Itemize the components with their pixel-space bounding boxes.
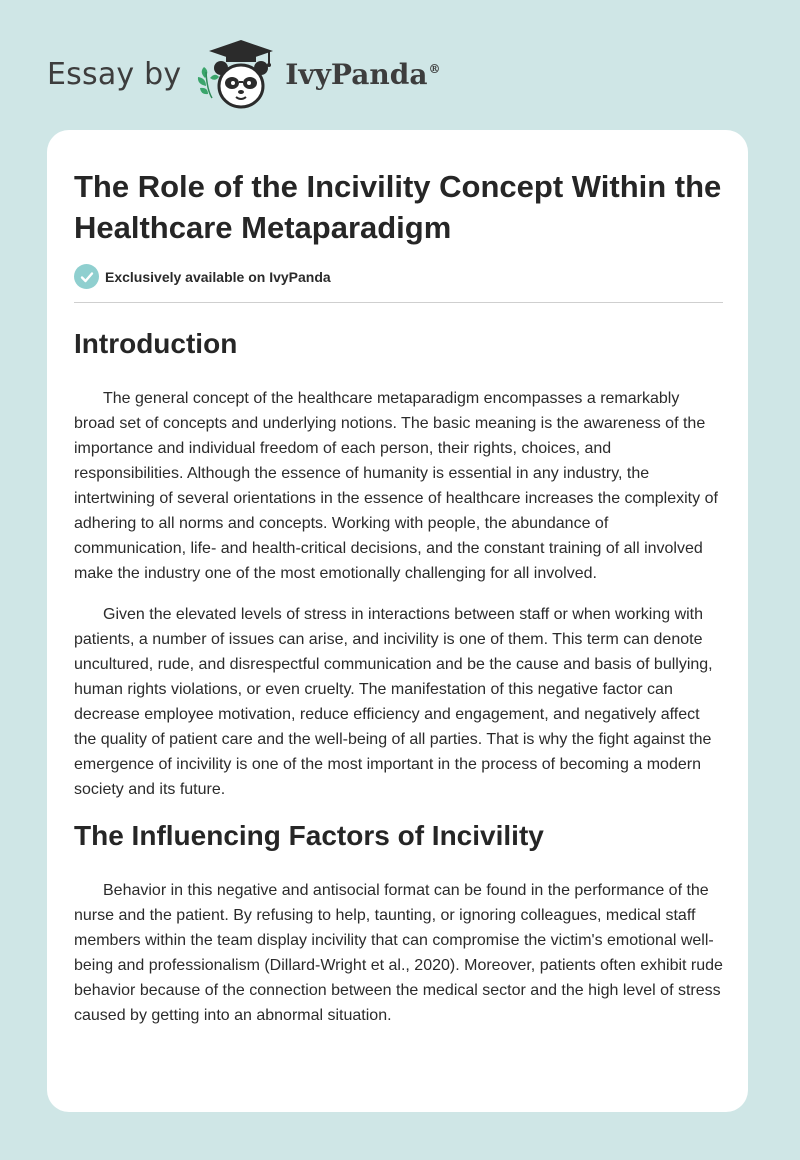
site-header <box>47 34 440 114</box>
panda-logo-icon[interactable] <box>191 34 283 114</box>
paragraph: Given the elevated levels of stress in interactions between staff or when working with patients, a number of issues can arise, and incivility is one of them. This term can denote uncultured, rude, and disrespectful communication and be the cause and basis of bullying, human rights violations, or even cruelty. The manifestation of this negative factor can decrease employee motivation, reduce efficiency and engagement, and negatively affect the quality of patient care and the well-being of all parties. That is why the fight against the emergence of incivility is one of the most important in the process of becoming a modern society and its future. <box>74 606 713 798</box>
exclusive-label: Exclusively available on IvyPanda <box>105 268 331 285</box>
registered-mark: ® <box>428 62 441 77</box>
paragraph: The general concept of the healthcare metaparadigm encompasses a remarkably broad set of concepts and underlying notions. The basic meaning is the awareness of the importance and individual freedom of each person, their rights, choices, and responsibilities. Although the essence of humanity is essential in any industry, the intertwining of several orientations in the essence of healthcare increases the complexity of adhering to all norms and concepts. Working with people, the abundance of communication, life- and health-critical decisions, and the constant training of all involved make the industry one of the most emotionally challenging for all involved. <box>74 390 718 582</box>
brand-label: IvyPanda <box>285 57 428 91</box>
essay-by-label: Essay by <box>47 56 182 92</box>
paragraph: Behavior in this negative and antisocial format can be found in the performance of the nurse and the patient. By refusing to help, taunting, or ignoring colleagues, medical staff members within the team display incivility that can compromise the victim's emotional well-being and professionalism (Dillard-Wright et al., 2020). Moreover, patients often exhibit rude behavior because of the connection between the medical sector and the high level of stress caused by getting into an abnormal situation. <box>74 882 723 1024</box>
check-icon <box>74 264 99 289</box>
essay-title: The Role of the Incivility Concept Within the Healthcare Metaparadigm <box>74 169 722 245</box>
section-heading-introduction: Introduction <box>74 328 238 359</box>
section-heading-influencing-factors: The Influencing Factors of Incivility <box>74 820 544 851</box>
essay-card <box>47 130 748 1112</box>
exclusive-notice <box>74 264 331 289</box>
brand-name[interactable] <box>285 58 440 91</box>
title-divider <box>74 302 723 303</box>
